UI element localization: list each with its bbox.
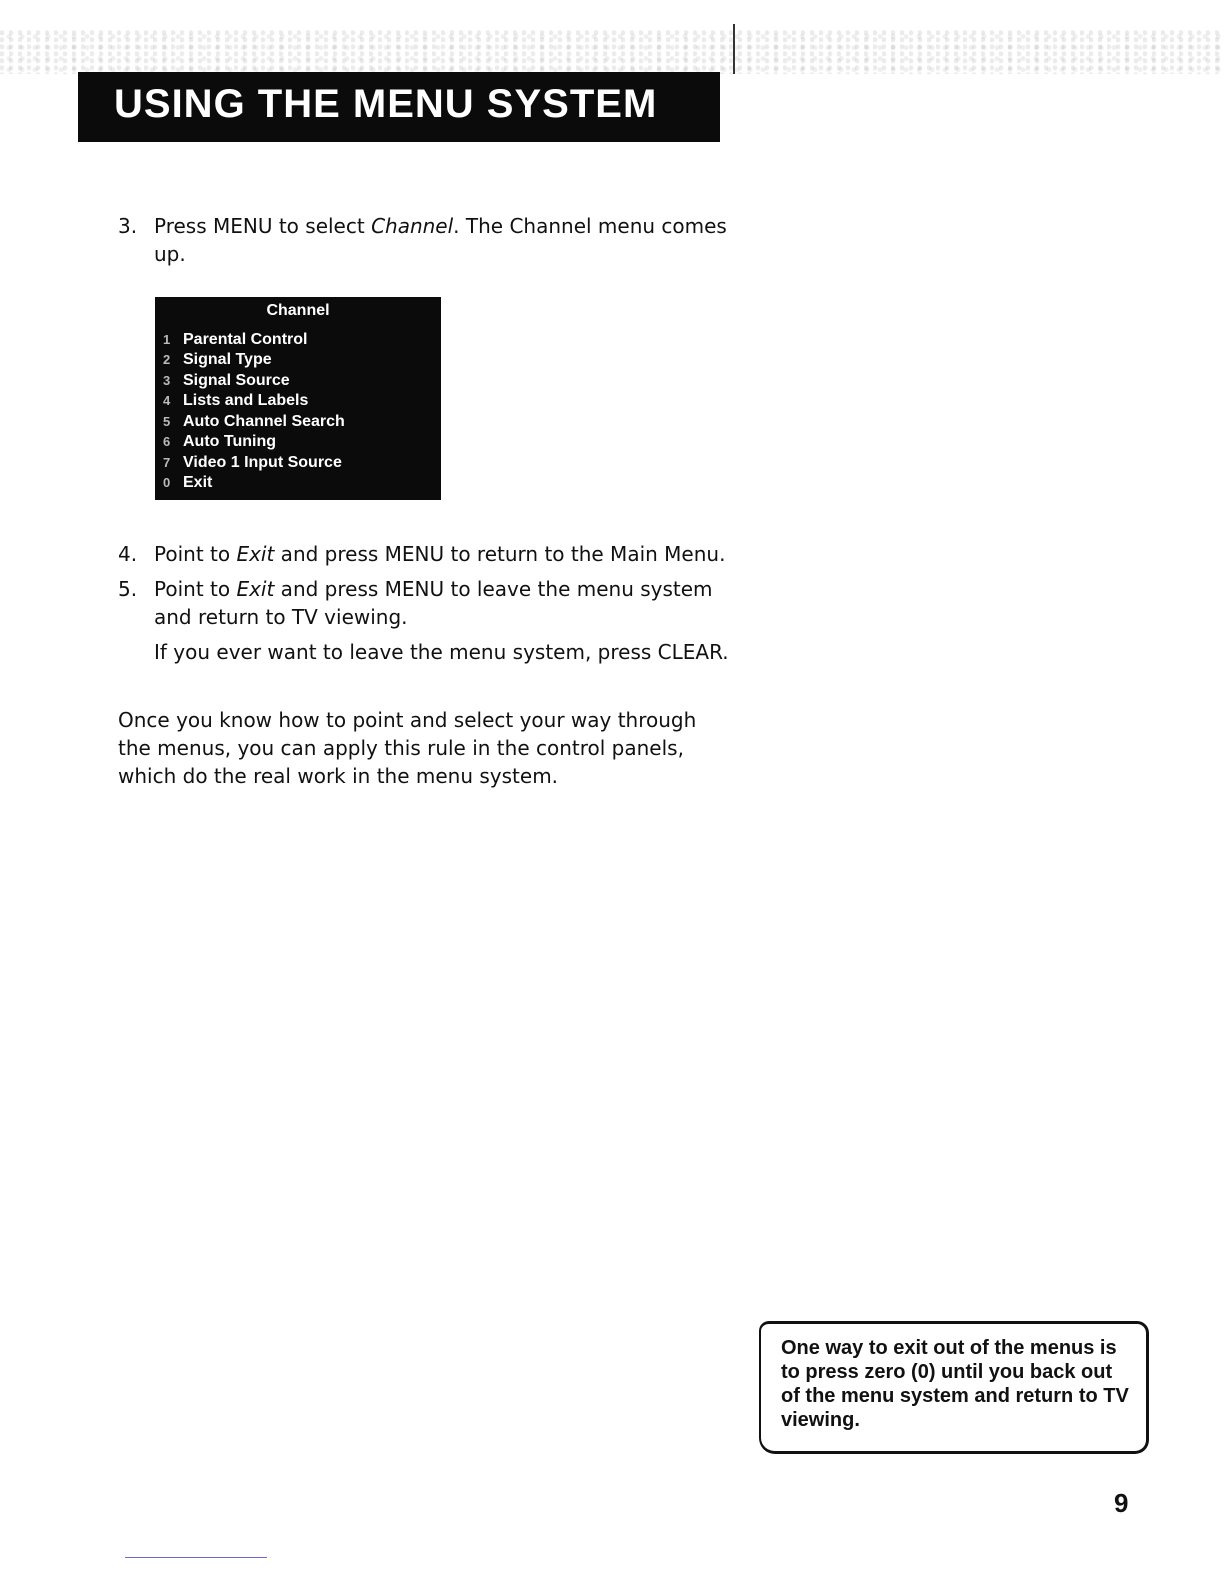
menu-item: 5 Auto Channel Search xyxy=(163,413,345,430)
step-3-line-2: up. xyxy=(154,242,186,266)
menu-item: 1 Parental Control xyxy=(163,331,308,348)
menu-item: 3 Signal Source xyxy=(163,372,290,389)
step-5-line-2: and return to TV viewing. xyxy=(154,605,408,629)
step-number: 4. xyxy=(118,542,138,566)
scan-line xyxy=(733,24,735,74)
body-paragraph: Once you know how to point and select your way through the menus, you can apply this rule in the control panels, which do the real work in the menu system. xyxy=(118,708,697,788)
step-4 xyxy=(118,540,758,568)
menu-item: 2 Signal Type xyxy=(163,351,272,368)
step-5-note: If you ever want to leave the menu system, press CLEAR. xyxy=(154,640,729,664)
step-number: 5. xyxy=(118,577,138,601)
menu-item: 6 Auto Tuning xyxy=(163,433,276,450)
menu-title: Channel xyxy=(266,302,330,319)
step-5-line-1: Point to Exit and press MENU to leave the menu system xyxy=(154,577,713,601)
tip-box xyxy=(759,1321,1149,1454)
page-title: USING THE MENU SYSTEM xyxy=(114,82,658,126)
step-4-text: Point to Exit and press MENU to return to the Main Menu. xyxy=(154,542,726,566)
step-number: 3. xyxy=(118,214,138,238)
page-number: 9 xyxy=(1114,1488,1129,1518)
menu-item: 0 Exit xyxy=(163,474,213,491)
footer-rule xyxy=(125,1557,267,1558)
channel-menu xyxy=(155,297,441,500)
menu-item: 4 Lists and Labels xyxy=(163,392,309,409)
step-3 xyxy=(118,212,738,268)
menu-item: 7 Video 1 Input Source xyxy=(163,454,342,471)
step-3-line-1: Press MENU to select Channel. The Channel menu comes xyxy=(154,214,727,238)
tip-text: One way to exit out of the menus is to press zero (0) until you back out of the menu system and return to TV viewing. xyxy=(781,1337,1129,1431)
scan-noise xyxy=(0,30,1224,74)
step-5 xyxy=(118,575,758,671)
